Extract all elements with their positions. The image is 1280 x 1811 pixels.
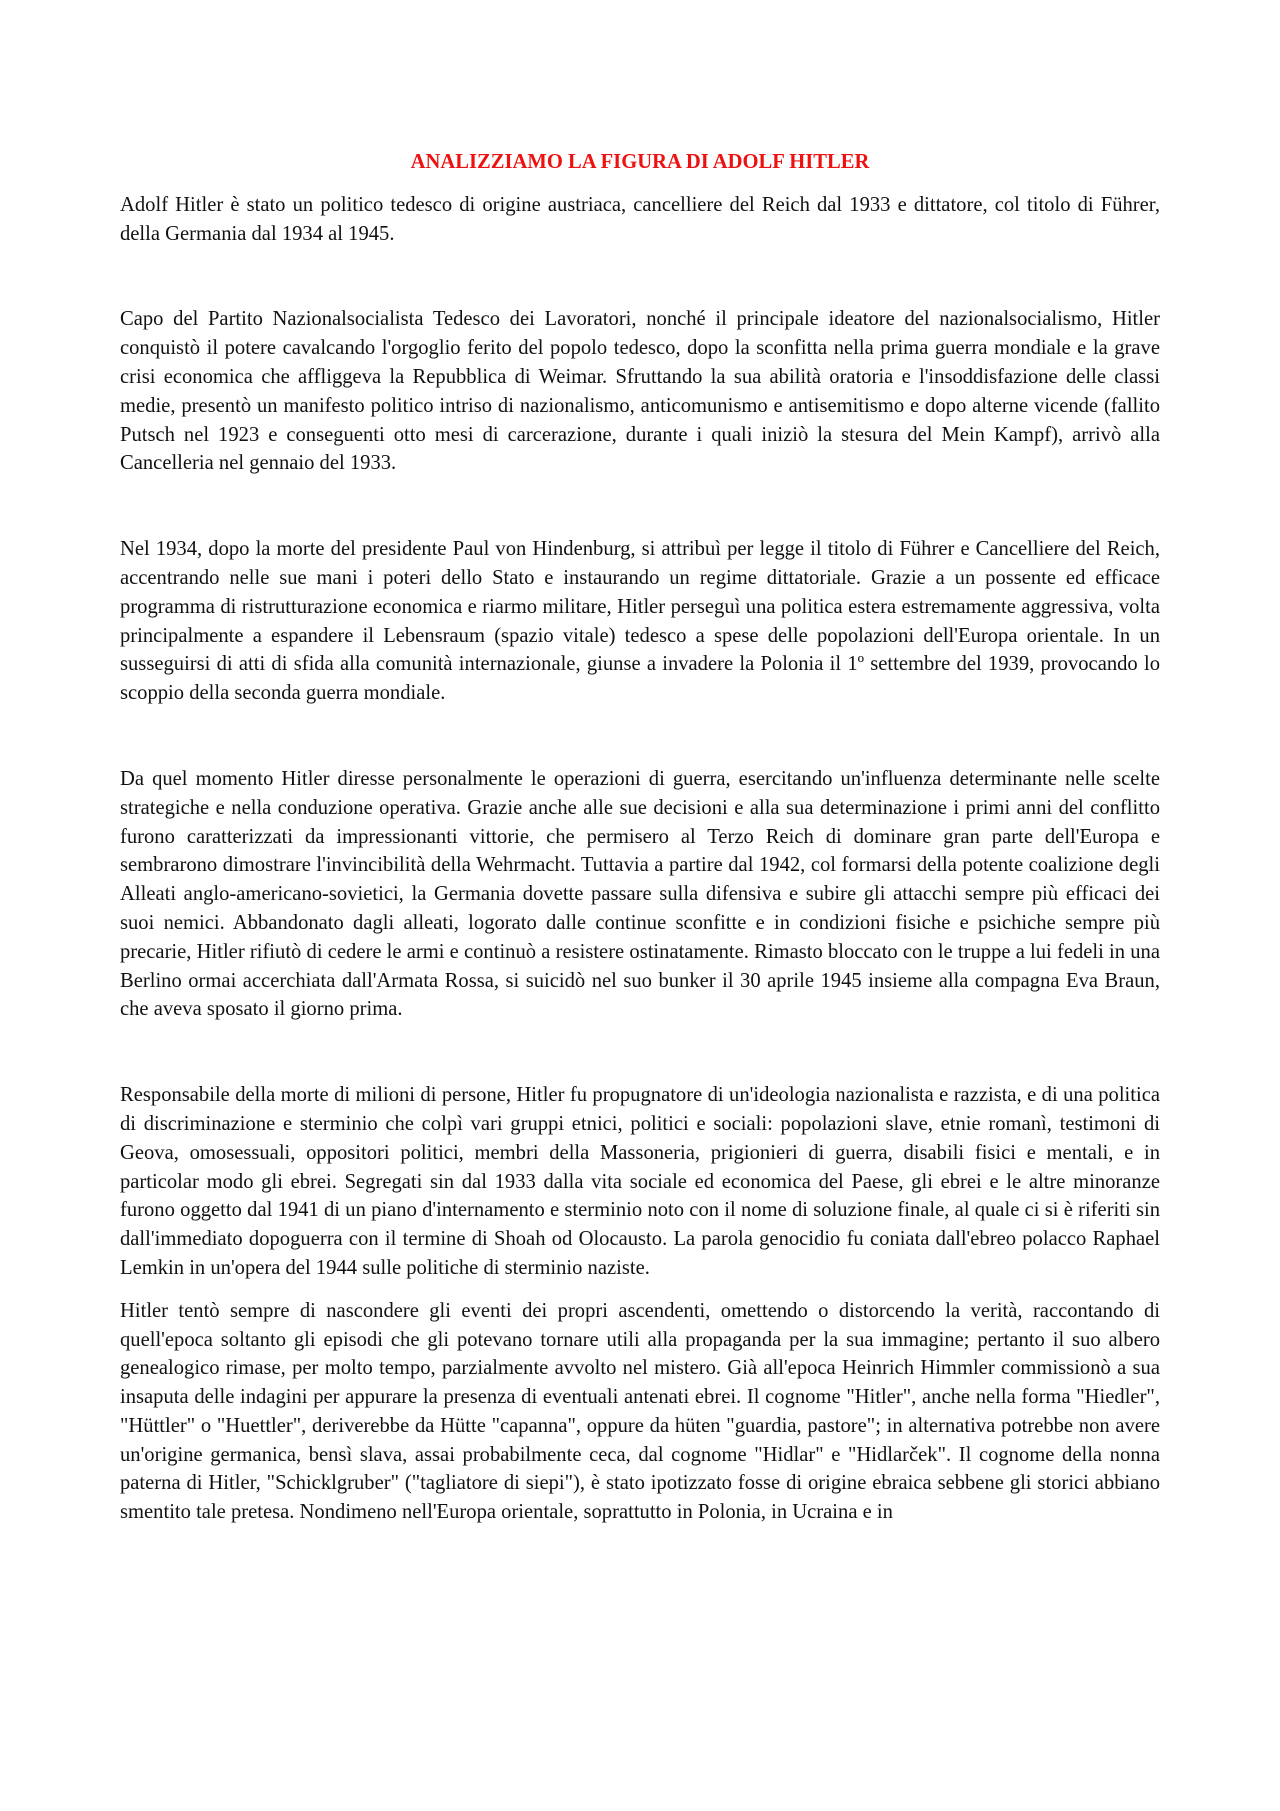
paragraph-intro: Adolf Hitler è stato un politico tedesco di origine austriaca, cancelliere del Reich dal 1933 e dittatore, col titolo di Führer, della Germania dal 1934 al 1945. (120, 193, 1160, 245)
paragraph-genealogy: Hitler tentò sempre di nascondere gli eventi dei propri ascendenti, omettendo o distorcendo la verità, raccontando di quell'epoca soltanto gli episodi che gli potevano tornare utili alla propaganda per la sua immagine; pertanto il suo albero genealogico rimase, per molto tempo, parzialmente avvolto nel mistero. Già all'epoca Heinrich Himmler commissionò a sua insaputa delle indagini per appurare la presenza di eventuali antenati ebrei. Il cognome "Hitler", anche nella forma "Hiedler", "Hüttler" o "Huettler", deriverebbe da Hütte "capanna", oppure da hüten "guardia, pastore"; in alternativa potrebbe non avere un'origine germanica, bensì slava, assai probabilmente ceca, dal cognome "Hidlar" e "Hidlarček". Il cognome della nonna paterna di Hitler, "Schicklgruber" ("tagliatore di siepi"), è stato ipotizzato fosse di origine ebraica sebbene gli storici abbiano smentito tale pretesa. Nondimeno nell'Europa orientale, soprattutto in Polonia, in Ucraina e in (120, 1299, 1160, 1524)
document-title: ANALIZZIAMO LA FIGURA DI ADOLF HITLER (410, 151, 870, 173)
paragraph-dictatorship: Nel 1934, dopo la morte del presidente Paul von Hindenburg, si attribuì per legge il titolo di Führer e Cancelliere del Reich, accentrando nelle sue mani i poteri dello Stato e instaurando un regime dittatoriale. Grazie a un possente ed efficace programma di ristrutturazione economica e riarmo militare, Hitler perseguì una politica estera estremamente aggressiva, volta principalmente a espandere il Lebensraum (spazio vitale) tedesco a spese delle popolazioni dell'Europa orientale. In un susseguirsi di atti di sfida alla comunità internazionale, giunse a invadere la Polonia il 1º settembre del 1939, provocando lo scoppio della seconda guerra mondiale. (120, 538, 1160, 705)
document-page (120, 148, 1160, 1527)
paragraph-war: Da quel momento Hitler diresse personalmente le operazioni di guerra, esercitando un'influenza determinante nelle scelte strategiche e nella conduzione operativa. Grazie anche alle sue decisioni e alla sua determinazione i primi anni del conflitto furono caratterizzati da impressionanti vittorie, che permisero al Terzo Reich di dominare gran parte dell'Europa e sembrarono dimostrare l'invincibilità della Wehrmacht. Tuttavia a partire dal 1942, col formarsi della potente coalizione degli Alleati anglo-americano-sovietici, la Germania dovette passare sulla difensiva e subire gli attacchi sempre più efficaci dei suoi nemici. Abbandonato dagli alleati, logorato dalle continue sconfitte e in condizioni fisiche e psichiche sempre più precarie, Hitler rifiutò di cedere le armi e continuò a resistere ostinatamente. Rimasto bloccato con le truppe a lui fedeli in una Berlino ormai accerchiata dall'Armata Rossa, si suicidò nel suo bunker il 30 aprile 1945 insieme alla compagna Eva Braun, che aveva sposato il giorno prima. (120, 767, 1160, 1021)
paragraph-rise-to-power: Capo del Partito Nazionalsocialista Tedesco dei Lavoratori, nonché il principale ideatore del nazionalsocialismo, Hitler conquistò il potere cavalcando l'orgoglio ferito del popolo tedesco, dopo la sconfitta nella prima guerra mondiale e la grave crisi economica che affliggeva la Repubblica di Weimar. Sfruttando la sua abilità oratoria e l'insoddisfazione delle classi medie, presentò un manifesto politico intriso di nazionalismo, anticomunismo e antisemitismo e dopo alterne vicende (fallito Putsch nel 1923 e conseguenti otto mesi di carcerazione, durante i quali iniziò la stesura del Mein Kampf), arrivò alla Cancelleria nel gennaio del 1933. (120, 308, 1160, 475)
paragraph-genocide: Responsabile della morte di milioni di persone, Hitler fu propugnatore di un'ideologia nazionalista e razzista, e di una politica di discriminazione e sterminio che colpì vari gruppi etnici, politici e sociali: popolazioni slave, etnie romanì, testimoni di Geova, omosessuali, oppositori politici, membri della Massoneria, prigionieri di guerra, disabili fisici e mentali, e in particolar modo gli ebrei. Segregati sin dal 1933 dalla vita sociale ed economica del Paese, gli ebrei e le altre minoranze furono oggetto dal 1941 di un piano d'internamento e sterminio noto con il nome di soluzione finale, al quale ci si è riferiti sin dall'immediato dopoguerra con il termine di Shoah od Olocausto. La parola genocidio fu coniata dall'ebreo polacco Raphael Lemkin in un'opera del 1944 sulle politiche di sterminio naziste. (120, 1084, 1160, 1279)
